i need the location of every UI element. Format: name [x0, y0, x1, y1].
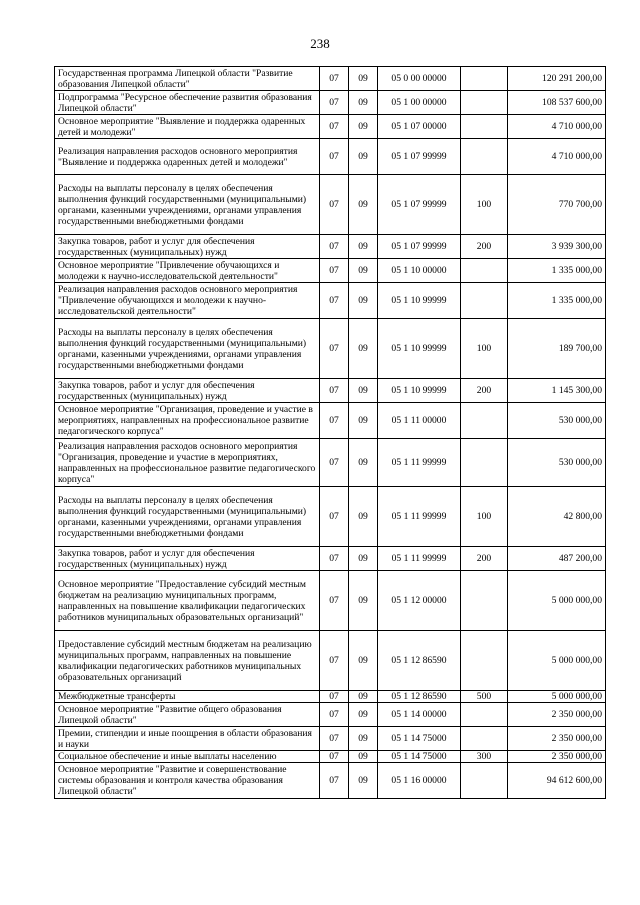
row-name-cell: Закупка товаров, работ и услуг для обеспечения государственных (муниципальных) нужд — [55, 379, 320, 403]
row-target-article-cell: 05 1 07 99999 — [378, 175, 461, 235]
row-target-article-cell: 05 1 16 00000 — [378, 763, 461, 799]
row-subsection-cell: 09 — [349, 727, 378, 751]
row-target-article-cell: 05 0 00 00000 — [378, 67, 461, 91]
row-expense-type-cell: 300 — [461, 751, 508, 763]
table-row — [55, 727, 606, 751]
row-section-cell: 07 — [320, 259, 349, 283]
row-subsection-cell: 09 — [349, 547, 378, 571]
row-target-article-cell: 05 1 14 75000 — [378, 751, 461, 763]
row-expense-type-cell — [461, 631, 508, 691]
table-row — [55, 259, 606, 283]
row-section-cell: 07 — [320, 703, 349, 727]
row-subsection-cell: 09 — [349, 175, 378, 235]
row-name-cell: Реализация направления расходов основного мероприятия "Выявление и поддержка одаренных детей и молодежи" — [55, 139, 320, 175]
row-subsection-cell: 09 — [349, 691, 378, 703]
row-amount-cell: 2 350 000,00 — [508, 727, 606, 751]
row-name-cell: Закупка товаров, работ и услуг для обеспечения государственных (муниципальных) нужд — [55, 235, 320, 259]
row-expense-type-cell — [461, 283, 508, 319]
row-section-cell: 07 — [320, 547, 349, 571]
row-name-cell: Основное мероприятие "Развитие и совершенствование системы образования и контроля качества образования Липецкой области" — [55, 763, 320, 799]
row-target-article-cell: 05 1 14 75000 — [378, 727, 461, 751]
budget-table — [54, 66, 606, 799]
table-row — [55, 439, 606, 487]
row-expense-type-cell: 200 — [461, 379, 508, 403]
row-subsection-cell: 09 — [349, 751, 378, 763]
row-expense-type-cell — [461, 91, 508, 115]
row-amount-cell: 2 350 000,00 — [508, 703, 606, 727]
table-row — [55, 487, 606, 547]
row-amount-cell: 1 335 000,00 — [508, 259, 606, 283]
row-section-cell: 07 — [320, 763, 349, 799]
row-expense-type-cell — [461, 703, 508, 727]
row-name-cell: Социальное обеспечение и иные выплаты населению — [55, 751, 320, 763]
row-subsection-cell: 09 — [349, 91, 378, 115]
row-name-cell: Основное мероприятие "Привлечение обучающихся и молодежи к научно-исследовательской деятельности" — [55, 259, 320, 283]
row-target-article-cell: 05 1 12 00000 — [378, 571, 461, 631]
row-subsection-cell: 09 — [349, 235, 378, 259]
row-subsection-cell: 09 — [349, 439, 378, 487]
row-name-cell: Премии, стипендии и иные поощрения в области образования и науки — [55, 727, 320, 751]
row-amount-cell: 1 145 300,00 — [508, 379, 606, 403]
row-amount-cell: 94 612 600,00 — [508, 763, 606, 799]
row-target-article-cell: 05 1 11 99999 — [378, 547, 461, 571]
table-row — [55, 139, 606, 175]
row-name-cell: Предоставление субсидий местным бюджетам на реализацию муниципальных программ, направленных на повышение квалификации педагогических работников муниципальных образовательных организаций — [55, 631, 320, 691]
row-target-article-cell: 05 1 10 99999 — [378, 319, 461, 379]
table-row — [55, 67, 606, 91]
row-expense-type-cell: 100 — [461, 487, 508, 547]
row-amount-cell: 3 939 300,00 — [508, 235, 606, 259]
row-section-cell: 07 — [320, 727, 349, 751]
row-subsection-cell: 09 — [349, 763, 378, 799]
row-expense-type-cell — [461, 439, 508, 487]
row-name-cell: Расходы на выплаты персоналу в целях обеспечения выполнения функций государственными (муниципальными) органами, казенными учреждениями, органами управления государственными внебюджетными фондами — [55, 319, 320, 379]
row-subsection-cell: 09 — [349, 487, 378, 547]
row-subsection-cell: 09 — [349, 283, 378, 319]
row-target-article-cell: 05 1 07 99999 — [378, 235, 461, 259]
row-target-article-cell: 05 1 10 99999 — [378, 379, 461, 403]
table-row — [55, 571, 606, 631]
row-subsection-cell: 09 — [349, 259, 378, 283]
row-expense-type-cell: 200 — [461, 235, 508, 259]
row-name-cell: Основное мероприятие "Выявление и поддержка одаренных детей и молодежи" — [55, 115, 320, 139]
row-amount-cell: 1 335 000,00 — [508, 283, 606, 319]
row-target-article-cell: 05 1 07 99999 — [378, 139, 461, 175]
row-target-article-cell: 05 1 11 99999 — [378, 487, 461, 547]
row-section-cell: 07 — [320, 139, 349, 175]
table-row — [55, 691, 606, 703]
row-section-cell: 07 — [320, 67, 349, 91]
row-subsection-cell: 09 — [349, 319, 378, 379]
table-row — [55, 703, 606, 727]
row-name-cell: Расходы на выплаты персоналу в целях обеспечения выполнения функций государственными (муниципальными) органами, казенными учреждениями, органами управления государственными внебюджетными фондами — [55, 175, 320, 235]
row-subsection-cell: 09 — [349, 67, 378, 91]
row-name-cell: Основное мероприятие "Организация, проведение и участие в мероприятиях, направленных на профессиональное развитие педагогического корпуса" — [55, 403, 320, 439]
row-expense-type-cell — [461, 763, 508, 799]
table-row — [55, 631, 606, 691]
table-row — [55, 115, 606, 139]
row-section-cell: 07 — [320, 631, 349, 691]
row-expense-type-cell — [461, 259, 508, 283]
row-amount-cell: 770 700,00 — [508, 175, 606, 235]
row-expense-type-cell — [461, 139, 508, 175]
row-expense-type-cell: 100 — [461, 175, 508, 235]
row-section-cell: 07 — [320, 691, 349, 703]
row-name-cell: Реализация направления расходов основного мероприятия "Привлечение обучающихся и молодежи к научно-исследовательской деятельности" — [55, 283, 320, 319]
row-section-cell: 07 — [320, 439, 349, 487]
row-target-article-cell: 05 1 14 00000 — [378, 703, 461, 727]
table-row — [55, 547, 606, 571]
table-row — [55, 751, 606, 763]
row-section-cell: 07 — [320, 175, 349, 235]
row-amount-cell: 487 200,00 — [508, 547, 606, 571]
row-target-article-cell: 05 1 11 00000 — [378, 403, 461, 439]
table-row — [55, 175, 606, 235]
row-name-cell: Государственная программа Липецкой области "Развитие образования Липецкой области" — [55, 67, 320, 91]
row-name-cell: Основное мероприятие "Развитие общего образования Липецкой области" — [55, 703, 320, 727]
table-row — [55, 283, 606, 319]
row-target-article-cell: 05 1 12 86590 — [378, 691, 461, 703]
table-row — [55, 403, 606, 439]
row-subsection-cell: 09 — [349, 139, 378, 175]
row-amount-cell: 530 000,00 — [508, 403, 606, 439]
row-target-article-cell: 05 1 10 99999 — [378, 283, 461, 319]
row-target-article-cell: 05 1 10 00000 — [378, 259, 461, 283]
row-section-cell: 07 — [320, 235, 349, 259]
row-target-article-cell: 05 1 07 00000 — [378, 115, 461, 139]
row-amount-cell: 189 700,00 — [508, 319, 606, 379]
row-subsection-cell: 09 — [349, 115, 378, 139]
table-row — [55, 91, 606, 115]
row-amount-cell: 5 000 000,00 — [508, 691, 606, 703]
row-amount-cell: 2 350 000,00 — [508, 751, 606, 763]
row-amount-cell: 5 000 000,00 — [508, 631, 606, 691]
row-expense-type-cell: 100 — [461, 319, 508, 379]
row-expense-type-cell — [461, 571, 508, 631]
row-amount-cell: 42 800,00 — [508, 487, 606, 547]
row-subsection-cell: 09 — [349, 631, 378, 691]
row-section-cell: 07 — [320, 487, 349, 547]
row-expense-type-cell: 200 — [461, 547, 508, 571]
row-amount-cell: 120 291 200,00 — [508, 67, 606, 91]
budget-table-body — [55, 67, 606, 799]
table-row — [55, 319, 606, 379]
row-section-cell: 07 — [320, 283, 349, 319]
row-section-cell: 07 — [320, 403, 349, 439]
row-subsection-cell: 09 — [349, 379, 378, 403]
row-target-article-cell: 05 1 11 99999 — [378, 439, 461, 487]
table-row — [55, 235, 606, 259]
row-amount-cell: 4 710 000,00 — [508, 139, 606, 175]
row-amount-cell: 5 000 000,00 — [508, 571, 606, 631]
row-name-cell: Подпрограмма "Ресурсное обеспечение развития образования Липецкой области" — [55, 91, 320, 115]
row-section-cell: 07 — [320, 571, 349, 631]
row-section-cell: 07 — [320, 319, 349, 379]
row-name-cell: Основное мероприятие "Предоставление субсидий местным бюджетам на реализацию муниципальных программ, направленных на повышение квалификации педагогических работников муниципальных образовательных организаций" — [55, 571, 320, 631]
row-expense-type-cell: 500 — [461, 691, 508, 703]
row-section-cell: 07 — [320, 751, 349, 763]
row-expense-type-cell — [461, 67, 508, 91]
row-target-article-cell: 05 1 00 00000 — [378, 91, 461, 115]
row-section-cell: 07 — [320, 91, 349, 115]
row-name-cell: Реализация направления расходов основного мероприятия "Организация, проведение и участие в мероприятиях, направленных на профессиональное развитие педагогического корпуса" — [55, 439, 320, 487]
row-name-cell: Закупка товаров, работ и услуг для обеспечения государственных (муниципальных) нужд — [55, 547, 320, 571]
row-expense-type-cell — [461, 727, 508, 751]
row-expense-type-cell — [461, 115, 508, 139]
row-amount-cell: 108 537 600,00 — [508, 91, 606, 115]
row-subsection-cell: 09 — [349, 703, 378, 727]
row-expense-type-cell — [461, 403, 508, 439]
row-section-cell: 07 — [320, 115, 349, 139]
row-amount-cell: 4 710 000,00 — [508, 115, 606, 139]
row-amount-cell: 530 000,00 — [508, 439, 606, 487]
row-name-cell: Межбюджетные трансферты — [55, 691, 320, 703]
row-target-article-cell: 05 1 12 86590 — [378, 631, 461, 691]
row-section-cell: 07 — [320, 379, 349, 403]
row-subsection-cell: 09 — [349, 403, 378, 439]
page-number: 238 — [310, 36, 330, 51]
row-name-cell: Расходы на выплаты персоналу в целях обеспечения выполнения функций государственными (муниципальными) органами, казенными учреждениями, органами управления государственными внебюджетными фондами — [55, 487, 320, 547]
table-row — [55, 763, 606, 799]
row-subsection-cell: 09 — [349, 571, 378, 631]
table-row — [55, 379, 606, 403]
